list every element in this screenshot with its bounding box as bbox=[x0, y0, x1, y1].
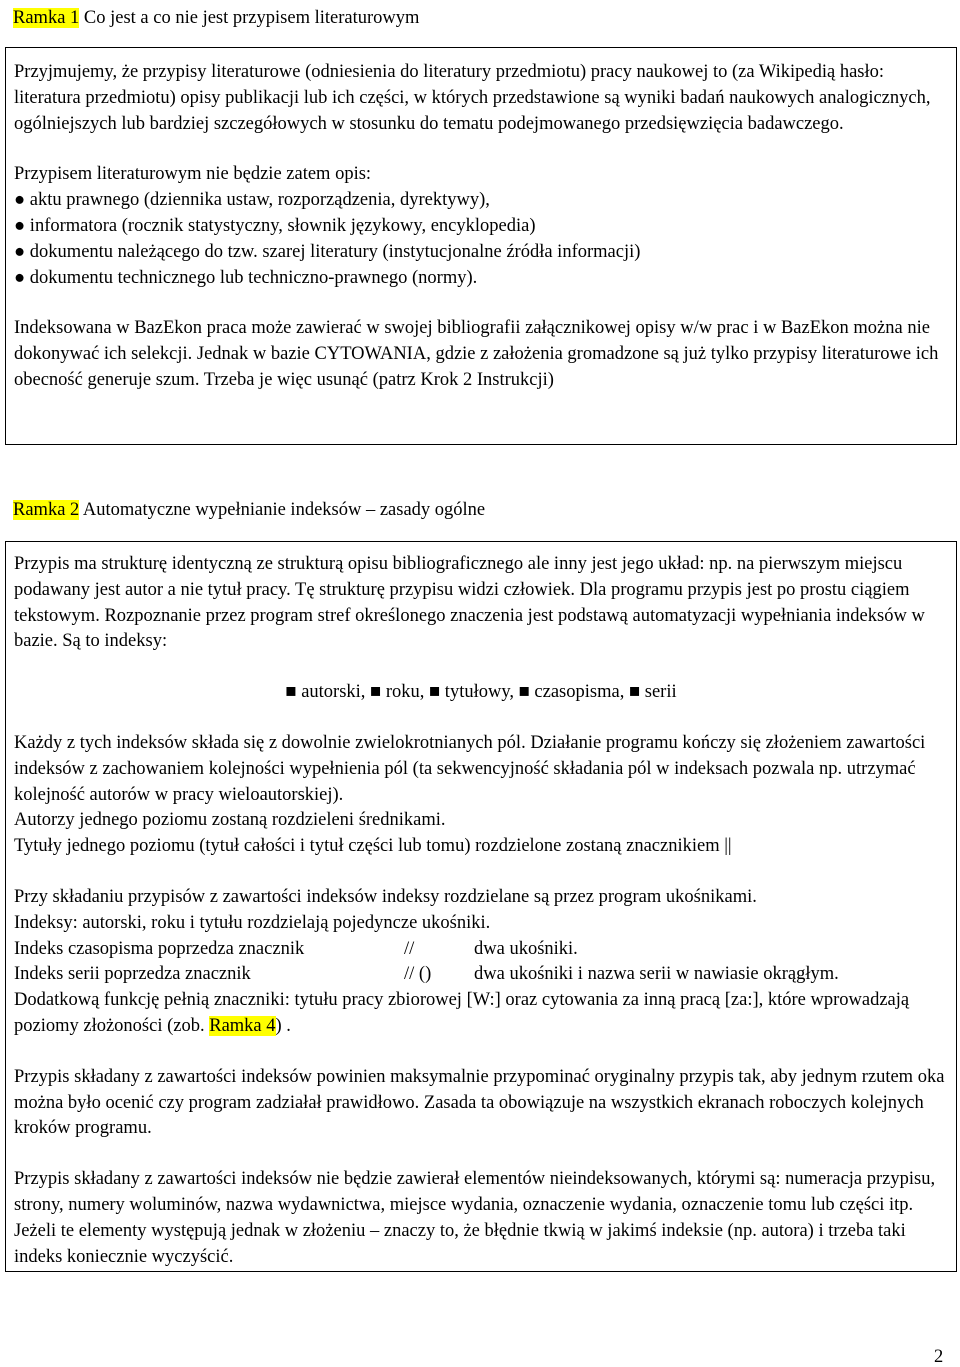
ramka2-label: Ramka 2 bbox=[13, 500, 80, 520]
marker-row-label: Indeks czasopisma poprzedza znacznik bbox=[14, 938, 305, 959]
ramka1-bullet-item: ● aktu prawnego (dziennika ustaw, rozporządzenia, dyrektywy), bbox=[14, 190, 490, 211]
ramka1-title-text: Co jest a co nie jest przypisem literaturowym bbox=[79, 8, 420, 28]
marker-row-desc: dwa ukośniki. bbox=[474, 938, 578, 959]
ramka2-paragraph-4: Przypis składany z zawartości indeksów powinien maksymalnie przypominać oryginalny przypis tak, aby jednym rzutem oka można było ocenić czy program zadziałał prawidłowo. Zasada ta obowiązuje na wszystkich ekranach roboczych kolejnych kroków programu. bbox=[14, 1066, 945, 1139]
ramka2-index-list: ■ autorski, ■ roku, ■ tytułowy, ■ czasopisma, ■ serii bbox=[285, 682, 677, 703]
ramka1-label: Ramka 1 bbox=[13, 8, 80, 28]
ramka2-marker-row bbox=[14, 962, 948, 988]
ramka2-paragraph-3-tail bbox=[14, 988, 948, 1040]
ramka2-authors-note: Autorzy jednego poziomu zostaną rozdzieleni średnikami. bbox=[14, 810, 446, 831]
ramka2-single-slash-note: Indeksy: autorski, roku i tytułu rozdzielają pojedyncze ukośniki. bbox=[14, 912, 491, 933]
marker-row-marker: // () bbox=[404, 964, 432, 985]
ramka2-paragraph-2: Każdy z tych indeksów składa się z dowolnie zwielokrotnianych pól. Działanie programu kończy się złożeniem zawartości indeksów z zachowaniem kolejności wypełnienia pól (ta sekwencyjność składania pól w indeksach pozwala np. utrzymać kolejność autorów w pracy wieloautorskiej). bbox=[14, 732, 926, 805]
ramka1-bullet-item: ● dokumentu technicznego lub techniczno-prawnego (normy). bbox=[14, 267, 478, 288]
ramka2-p3-tail-text: Dodatkową funkcję pełnią znaczniki: tytułu pracy zbiorowej [W:] oraz cytowania za inną pracą [za:], które wprowadzają poziomy złożoności (zob. bbox=[14, 990, 910, 1036]
ramka2-p3-end-text: ) . bbox=[275, 1015, 291, 1036]
ramka1-box bbox=[5, 47, 957, 445]
marker-row-label: Indeks serii poprzedza znacznik bbox=[14, 964, 251, 985]
ramka1-paragraph-2-intro: Przypisem literaturowym nie będzie zatem opis: bbox=[14, 164, 372, 185]
ramka1-title bbox=[13, 6, 419, 30]
ramka2-title bbox=[13, 498, 485, 522]
ramka1-paragraph-3: Indeksowana w BazEkon praca może zawierać w swojej bibliografii załącznikowej opisy w/w prac i w BazEkon można nie dokonywać ich selekcji. Jednak w bazie CYTOWANIA, gdzie z założenia gromadzone są już tylko przypisy literaturowe ich obecność generuje szum. Trzeba je więc usunąć (patrz Krok 2 Instrukcji) bbox=[14, 318, 939, 390]
ramka2-paragraph-1: Przypis ma strukturę identyczną ze strukturą opisu bibliograficznego ale inny jest jego układ: np. na pierwszym miejscu podawany jest autor a nie tytuł pracy. Tę strukturę przypisu widzi człowiek. Dla programu przypis jest po prostu ciągiem tekstowym. Rozpoznanie przez program stref określonego znaczenia jest podstawą automatyzacji wypełniania indeksów w bazie. Są to indeksy: bbox=[14, 554, 925, 652]
ramka1-paragraph-1: Przyjmujemy, że przypisy literaturowe (odniesienia do literatury przedmiotu) pracy naukowej to (za Wikipedią hasło: literatura przedmiotu) opisy publikacji lub ich części, w których przedstawione są wyniki badań naukowych analogicznych, ogólniejszych lub bardziej szczegółowych w stosunku do tematu podejmowanego przedsięwzięcia badawczego. bbox=[14, 62, 931, 134]
ramka1-bullet-item: ● dokumentu należącego do tzw. szarej literatury (instytucjonalne źródła informacji) bbox=[14, 241, 641, 262]
marker-row-marker: // bbox=[404, 938, 415, 959]
ramka2-paragraph-5: Przypis składany z zawartości indeksów nie będzie zawierał elementów nieindeksowanych, którymi są: numeracja przypisu, strony, numery woluminów, nazwa wydawnictwa, miejsce wydania, oznaczenie wydania, oznaczenie tomu lub części itp. Jeżeli te elementy występują jednak w złożeniu – znaczy to, że błędnie tkwią w jakimś indeksie (np. autora) i trzeba taki indeks koniecznie wyczyścić. bbox=[14, 1169, 936, 1267]
ramka4-link[interactable]: Ramka 4 bbox=[209, 1015, 276, 1036]
marker-row-desc: dwa ukośniki i nazwa serii w nawiasie okrągłym. bbox=[474, 964, 839, 985]
ramka2-box bbox=[5, 541, 957, 1272]
page-number: 2 bbox=[934, 1347, 944, 1367]
ramka2-titles-note: Tytuły jednego poziomu (tytuł całości i tytuł części lub tomu) rozdzielone zostaną znacznikiem || bbox=[14, 836, 732, 857]
ramka2-title-text: Automatyczne wypełnianie indeksów – zasady ogólne bbox=[79, 500, 486, 520]
ramka1-bullet-item: ● informatora (rocznik statystyczny, słownik językowy, encyklopedia) bbox=[14, 215, 536, 236]
ramka2-separators-intro: Przy składaniu przypisów z zawartości indeksów indeksy rozdzielane są przez program ukośnikami. bbox=[14, 886, 757, 907]
ramka2-marker-row bbox=[14, 937, 948, 963]
